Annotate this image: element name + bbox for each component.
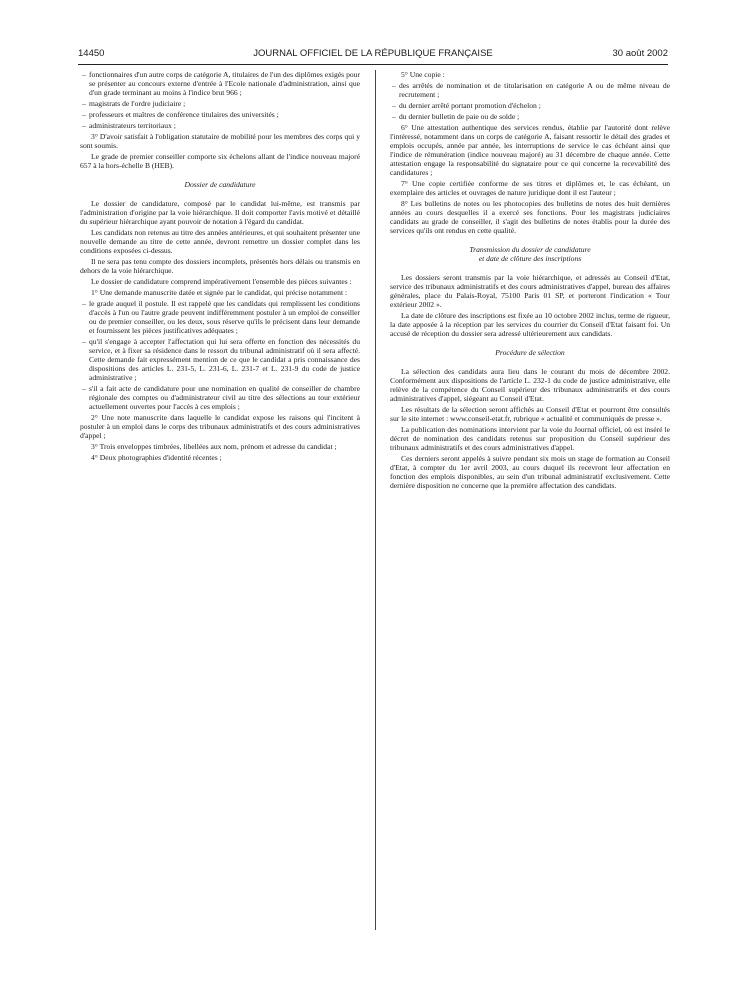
paragraph: La sélection des candidats aura lieu dans le courant du mois de décembre 2002. Conformément aux dispositions de l'article L. 232-1 du code de justice administrative, elle relève de la compétence du Conseil supérieur des tribunaux administratifs et des cours administratives d'appel, siégeant au Conseil d'Etat. (390, 367, 670, 403)
list-item: – administrateurs territoriaux ; (80, 121, 360, 130)
paragraph: La date de clôture des inscriptions est fixée au 10 octobre 2002 inclus, terme de rigueur, la date apposée à la réception par les services du courrier du Conseil d'Etat faisant foi. Un accusé de réception du dossier sera adressé ultérieurement aux candidats. (390, 311, 670, 338)
paragraph: Les dossiers seront transmis par la voie hiérarchique, et adressés au Conseil d'Etat, service des tribunaux administratifs et des cours administratives d'appel, bureau des affaires générales, place du Palais-Royal, 75100 Paris 01 SP, et porteront l'indication « Tour extérieur 2002 ». (390, 273, 670, 309)
paragraph: 2° Une note manuscrite dans laquelle le candidat expose les raisons qui l'incitent à postuler à un emploi dans le corps des tribunaux administratifs et des cours administratives d'appel ; (80, 413, 360, 440)
page-header (78, 48, 668, 64)
paragraph: 6° Une attestation authentique des services rendus, établie par l'autorité dont relève l'intéressé, notamment dans un corps de catégorie A, faisant ressortir le détail des grades et emplois occupés, année par année, les interruptions de service le cas échéant ainsi que l'indice de rémunération (indice nouveau majoré) au 31 décembre de chaque année. Cette attestation engage la responsabilité du signataire pour ce qui concerne la recevabilité des candidatures ; (390, 123, 670, 177)
paragraph: Ces derniers seront appelés à suivre pendant six mois un stage de formation au Conseil d'Etat, à compter du 1er avril 2003, au cours duquel ils recevront leur affectation en fonction des emplois disponibles, au sein d'un tribunal administratif exclusivement. Cette dernière disposition ne concerne que la première affectation des candidats. (390, 454, 670, 490)
paragraph: Il ne sera pas tenu compte des dossiers incomplets, présentés hors délais ou transmis en dehors de la voie hiérarchique. (80, 257, 360, 275)
section-title (390, 245, 670, 263)
section-title-line: et date de clôture des inscriptions (478, 254, 582, 263)
paragraph: 5° Une copie : (401, 70, 445, 79)
list-item: – professeurs et maîtres de conférence titulaires des universités ; (80, 110, 360, 119)
list-item: – des arrêtés de nomination et de titularisation en catégorie A ou de même niveau de recrutement ; (390, 81, 670, 99)
paragraph: Les résultats de la sélection seront affichés au Conseil d'Etat et pourront être consultés sur le site internet : www.conseil-etat.fr, rubrique « actualité et communiqués de presse ». (390, 405, 670, 423)
list-item: – qu'il s'engage à accepter l'affectation qui lui sera offerte en fonction des nécessités du service, et à fixer sa résidence dans le ressort du tribunal administratif où il sera affecté. Cette demande fait expressément mention de ce que le candidat a pris connaissance des dispositions des articles L. 231-5, L. 231-6, L. 231-7 et L. 231-9 du code de justice administrative ; (80, 337, 360, 382)
paragraph: Les candidats non retenus au titre des années antérieures, et qui souhaitent présenter une nouvelle demande au titre de cette année, devront remettre un dossier complet dans les conditions exposées ci-dessus. (80, 228, 360, 255)
paragraph: 3° D'avoir satisfait à l'obligation statutaire de mobilité pour les membres des corps qui y sont soumis. (80, 132, 360, 150)
section-title: Dossier de candidature (184, 180, 256, 189)
journal-title: JOURNAL OFFICIEL DE LA RÉPUBLIQUE FRANÇAISE (253, 48, 493, 59)
paragraph: Le dossier de candidature, composé par le candidat lui-même, est transmis par l'administration d'origine par la voie hiérarchique. Il doit comporter l'avis motivé et détaillé du supérieur hiérarchique ayant pouvoir de notation à l'égard du candidat. (80, 199, 360, 226)
publication-date: 30 août 2002 (612, 48, 668, 59)
list-item: – magistrats de l'ordre judiciaire ; (80, 99, 360, 108)
paragraph: 4° Deux photographies d'identité récentes ; (91, 453, 222, 462)
paragraph: La publication des nominations intervient par la voie du Journal officiel, où est inséré le décret de nomination des candidats retenus sur proposition du Conseil supérieur des tribunaux administratifs et des cours administratives d'appel. (390, 425, 670, 452)
paragraph: Le grade de premier conseiller comporte six échelons allant de l'indice nouveau majoré 657 à la hors-échelle B (HEB). (80, 152, 360, 170)
list-item: – fonctionnaires d'un autre corps de catégorie A, titulaires de l'un des diplômes exigés pour se présenter au concours externe d'entrée à l'Ecole nationale d'administration, ainsi que d'un grade terminant au moins à l'indice brut 966 ; (80, 70, 360, 97)
column-divider (375, 70, 376, 930)
list-item: – du dernier bulletin de paie ou de solde ; (390, 112, 670, 121)
left-column (80, 70, 360, 464)
paragraph: 3° Trois enveloppes timbrées, libellées aux nom, prénom et adresse du candidat ; (91, 442, 337, 451)
paragraph: 1° Une demande manuscrite datée et signée par le candidat, qui précise notamment : (91, 288, 348, 297)
list-item: – s'il a fait acte de candidature pour une nomination en qualité de conseiller de chambre régionale des comptes ou d'administrateur civil au titre des sélections au tour extérieur actuellement ouvertes pour l'accès à ces emplois ; (80, 384, 360, 411)
page-number: 14450 (78, 48, 105, 59)
list-item: – le grade auquel il postule. Il est rappelé que les candidats qui remplissent les conditions d'accès à l'un ou l'autre grade peuvent indifféremment postuler à un emploi de conseiller ou de premier conseiller, ou les deux, sous réserve qu'ils le précisent dans leur demande et fournissent les pièces justificatives adéquates ; (80, 299, 360, 335)
paragraph: 7° Une copie certifiée conforme de ses titres et diplômes et, le cas échéant, un exemplaire des articles et ouvrages de nature juridique dont il est l'auteur ; (390, 179, 670, 197)
section-title-line: Transmission du dossier de candidature (469, 245, 591, 254)
paragraph: Le dossier de candidature comprend impérativement l'ensemble des pièces suivantes : (91, 277, 352, 286)
right-column (390, 70, 670, 492)
section-title: Procédure de sélection (495, 348, 565, 357)
header-rule (78, 64, 668, 65)
paragraph: 8° Les bulletins de notes ou les photocopies des bulletins de notes des huit dernières années au cours desquelles il a exercé ses fonctions. Pour les magistrats judiciaires candidats au grade de conseiller, il s'agit des bulletins de notes établis pour la durée des services qu'ils ont rendus en cette qualité. (390, 199, 670, 235)
list-item: – du dernier arrêté portant promotion d'échelon ; (390, 101, 670, 110)
